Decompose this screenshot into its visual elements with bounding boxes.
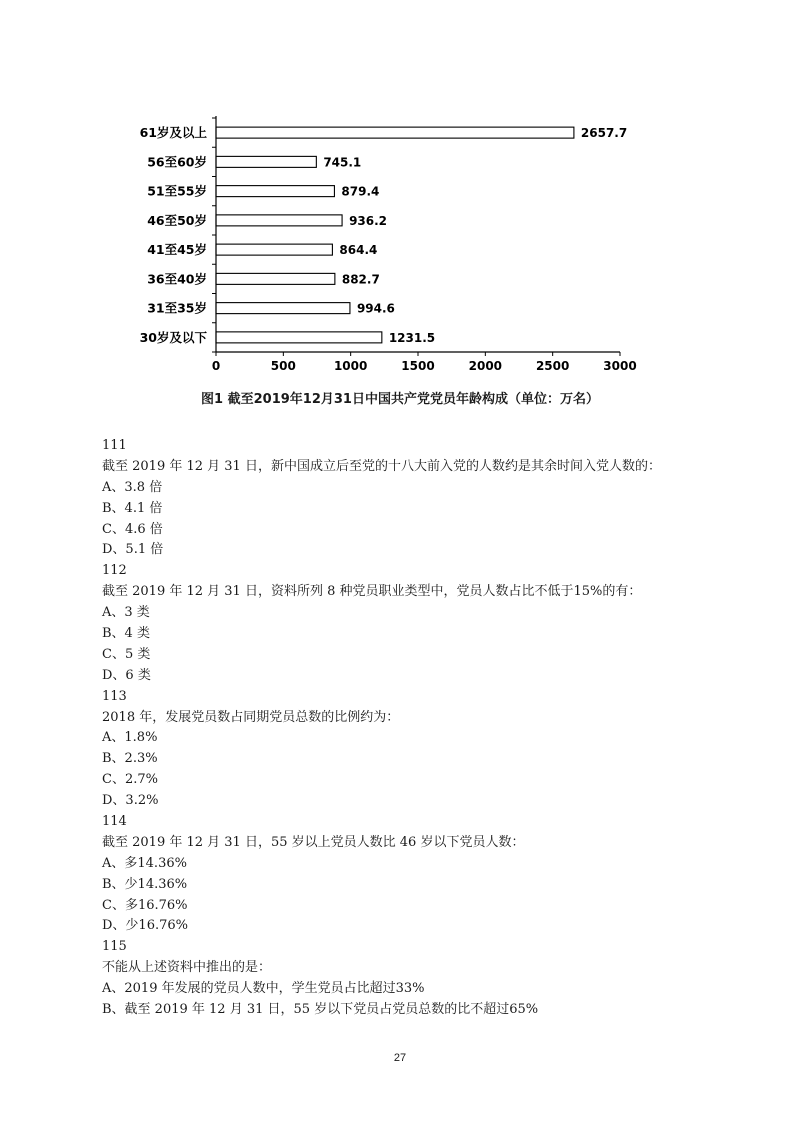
bar: [216, 127, 574, 138]
option-d: D、5.1 倍: [102, 542, 164, 558]
category-label: 36至40岁: [147, 271, 207, 287]
option-a: A、多14.36%: [102, 855, 187, 871]
category-label: 56至60岁: [147, 154, 207, 170]
x-tick-label: 2500: [535, 359, 570, 373]
value-label: 1231.5: [388, 330, 436, 345]
option-a: A、3 类: [102, 605, 150, 621]
category-label: 31至35岁: [147, 300, 207, 316]
category-label: 51至55岁: [147, 183, 207, 199]
question-stem: 截至 2019 年 12 月 31 日，资料所列 8 种党员职业类型中，党员人数占比不低于15%的有：: [102, 584, 642, 600]
option-d: D、少16.76%: [102, 918, 188, 934]
x-tick-label: 3000: [603, 359, 637, 373]
question-number: 113: [102, 688, 127, 704]
option-c: C、5 类: [102, 646, 151, 662]
question-list: [102, 436, 742, 1021]
question-number: 111: [102, 438, 127, 453]
question-111: [102, 436, 742, 561]
question-stem: 2018 年，发展党员数占同期党员总数的比例约为：: [102, 709, 400, 725]
option-b: B、2.3%: [102, 751, 158, 767]
x-tick-label: 2000: [468, 359, 503, 373]
page-number: 27: [393, 1052, 407, 1064]
bar: [216, 186, 334, 197]
option-b: B、4 类: [102, 626, 150, 642]
option-b: B、截至 2019 年 12 月 31 日，55 岁以下党员占党员总数的比不超过65%: [102, 1002, 539, 1018]
question-number: 115: [102, 939, 127, 955]
value-label: 745.1: [323, 155, 362, 170]
category-label: 46至50岁: [147, 212, 207, 228]
bar: [216, 156, 316, 167]
option-c: C、2.7%: [102, 772, 158, 788]
question-114: [102, 812, 742, 937]
question-112: [102, 561, 742, 686]
option-a: A、1.8%: [102, 730, 158, 746]
x-tick-label: 500: [270, 359, 296, 373]
option-c: C、4.6 倍: [102, 521, 163, 537]
question-113: [102, 687, 742, 812]
age-bar-chart: [0, 0, 800, 390]
option-a: A、2019 年发展的党员人数中，学生党员占比超过33%: [102, 981, 425, 997]
value-label: 864.4: [339, 243, 378, 258]
bar: [216, 332, 382, 343]
bar: [216, 244, 332, 255]
question-number: 114: [102, 814, 127, 830]
option-d: D、6 类: [102, 667, 151, 683]
question-115: [102, 937, 742, 1021]
chart-caption: 图1 截至2019年12月31日中国共产党党员年龄构成（单位：万名）: [201, 392, 599, 407]
value-label: 2657.7: [580, 126, 628, 141]
bar: [216, 273, 335, 284]
option-c: C、多16.76%: [102, 897, 188, 913]
value-label: 879.4: [341, 184, 380, 199]
bar: [216, 215, 342, 226]
option-b: B、少14.36%: [102, 876, 188, 892]
value-label: 994.6: [356, 301, 395, 316]
x-tick-label: 1000: [333, 359, 368, 373]
value-label: 936.2: [349, 213, 388, 228]
category-label: 61岁及以上: [139, 125, 207, 141]
category-label: 30岁及以下: [139, 329, 207, 345]
question-stem: 截至 2019 年 12 月 31 日，55 岁以上党员人数比 46 岁以下党员人数：: [102, 834, 525, 850]
x-tick-label: 0: [211, 359, 221, 373]
option-d: D、3.2%: [102, 793, 159, 809]
question-stem: 截至 2019 年 12 月 31 日，新中国成立后至党的十八大前入党的人数约是其余时间入党人数的：: [102, 458, 661, 474]
category-label: 41至45岁: [147, 242, 207, 258]
value-label: 882.7: [341, 272, 380, 287]
bar: [216, 303, 350, 314]
option-a: A、3.8 倍: [102, 479, 163, 495]
question-number: 112: [102, 563, 127, 579]
question-stem: 不能从上述资料中推出的是：: [102, 960, 272, 976]
x-tick-label: 1500: [401, 359, 435, 373]
option-b: B、4.1 倍: [102, 500, 163, 516]
